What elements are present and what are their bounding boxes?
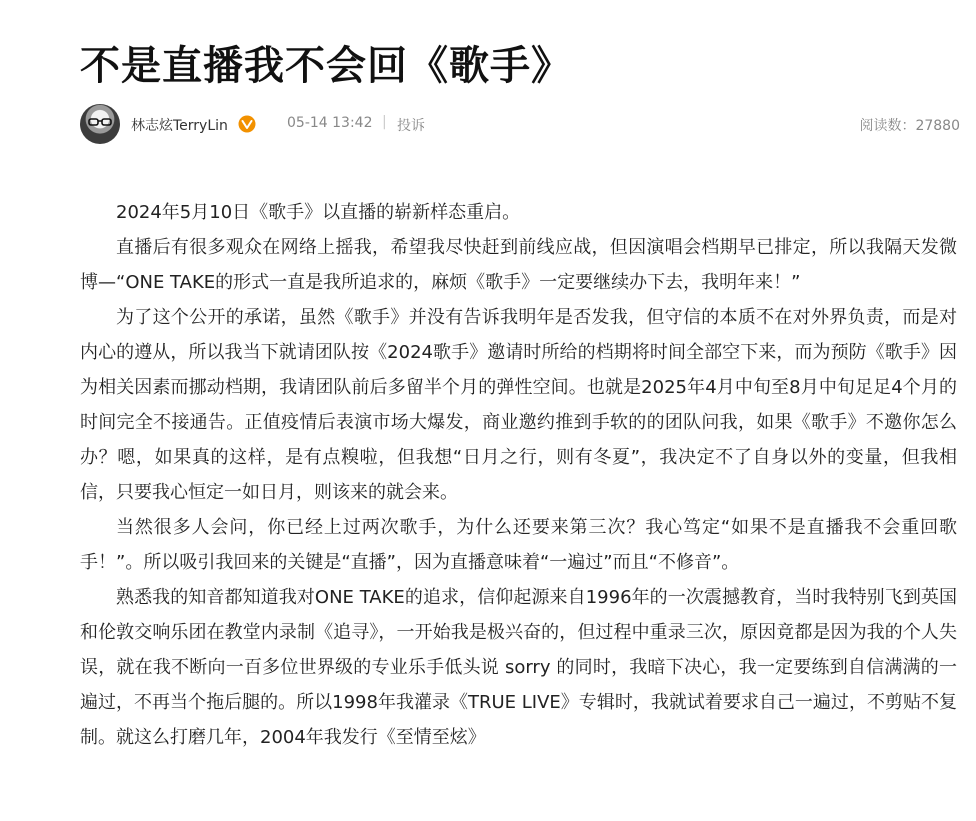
- author-avatar[interactable]: [80, 104, 120, 144]
- article-paragraph: 熟悉我的知音都知道我对ONE TAKE的追求，信仰起源来自1996年的一次震撼教育，当时我特别飞到英国和伦敦交响乐团在教堂内录制《追寻》，一开始我是极兴奋的，但过程中重录三次，原因竟都是因为我的个人失误，就在我不断向一百多位世界级的专业乐手低头说 sorry 的同时，我暗下决心，我一定要练到自信满满的一遍过，不再当个拖后腿的。所以1998年我灌录《TRUE LIVE》专辑时，我就试着要求自己一遍过，不剪贴不复制。就这么打磨几年，2004年我发行《至情至炫》: [80, 587, 957, 748]
- article-paragraph: 为了这个公开的承诺，虽然《歌手》并没有告诉我明年是否发我，但守信的本质不在对外界负责，而是对内心的遵从，所以我当下就请团队按《2024歌手》邀请时所给的档期将时间全部空下来，而为预防《歌手》因为相关因素而挪动档期，我请团队前后多留半个月的弹性空间。也就是2025年4月中旬至8月中旬足足4个月的时间完全不接通告。正值疫情后表演市场大爆发，商业邀约推到手软的的团队问我，如果《歌手》不邀你怎么办？嗯，如果真的这样，是有点糗啦，但我想“日月之行，则有冬夏”，我决定不了自身以外的变量，但我相信，只要我心恒定一如日月，则该来的就会来。: [80, 307, 957, 503]
- meta-separator: |: [382, 114, 387, 130]
- publish-date: 05-14 13:42: [287, 115, 373, 131]
- author-name[interactable]: 林志炫TerryLin: [131, 118, 228, 134]
- article-body: [80, 195, 957, 755]
- verified-badge-icon: [238, 115, 256, 133]
- article-meta-bar: [80, 102, 960, 146]
- article-paragraph: 直播后有很多观众在网络上摇我，希望我尽快赶到前线应战，但因演唱会档期早已排定，所以我隔天发微博—“ONE TAKE的形式一直是我所追求的，麻烦《歌手》一定要继续办下去，我明年来！”: [80, 237, 957, 293]
- article-paragraph: 2024年5月10日《歌手》以直播的崭新样态重启。: [116, 202, 521, 223]
- article-title: 不是直播我不会回《歌手》: [80, 43, 572, 89]
- glasses-icon: [88, 118, 112, 126]
- read-count: 阅读数：27880: [859, 118, 960, 134]
- report-link[interactable]: 投诉: [397, 118, 425, 134]
- article-paragraph: 当然很多人会问，你已经上过两次歌手，为什么还要来第三次？我心笃定“如果不是直播我不会重回歌手！”。所以吸引我回来的关键是“直播”，因为直播意味着“一遍过”而且“不修音”。: [80, 517, 957, 573]
